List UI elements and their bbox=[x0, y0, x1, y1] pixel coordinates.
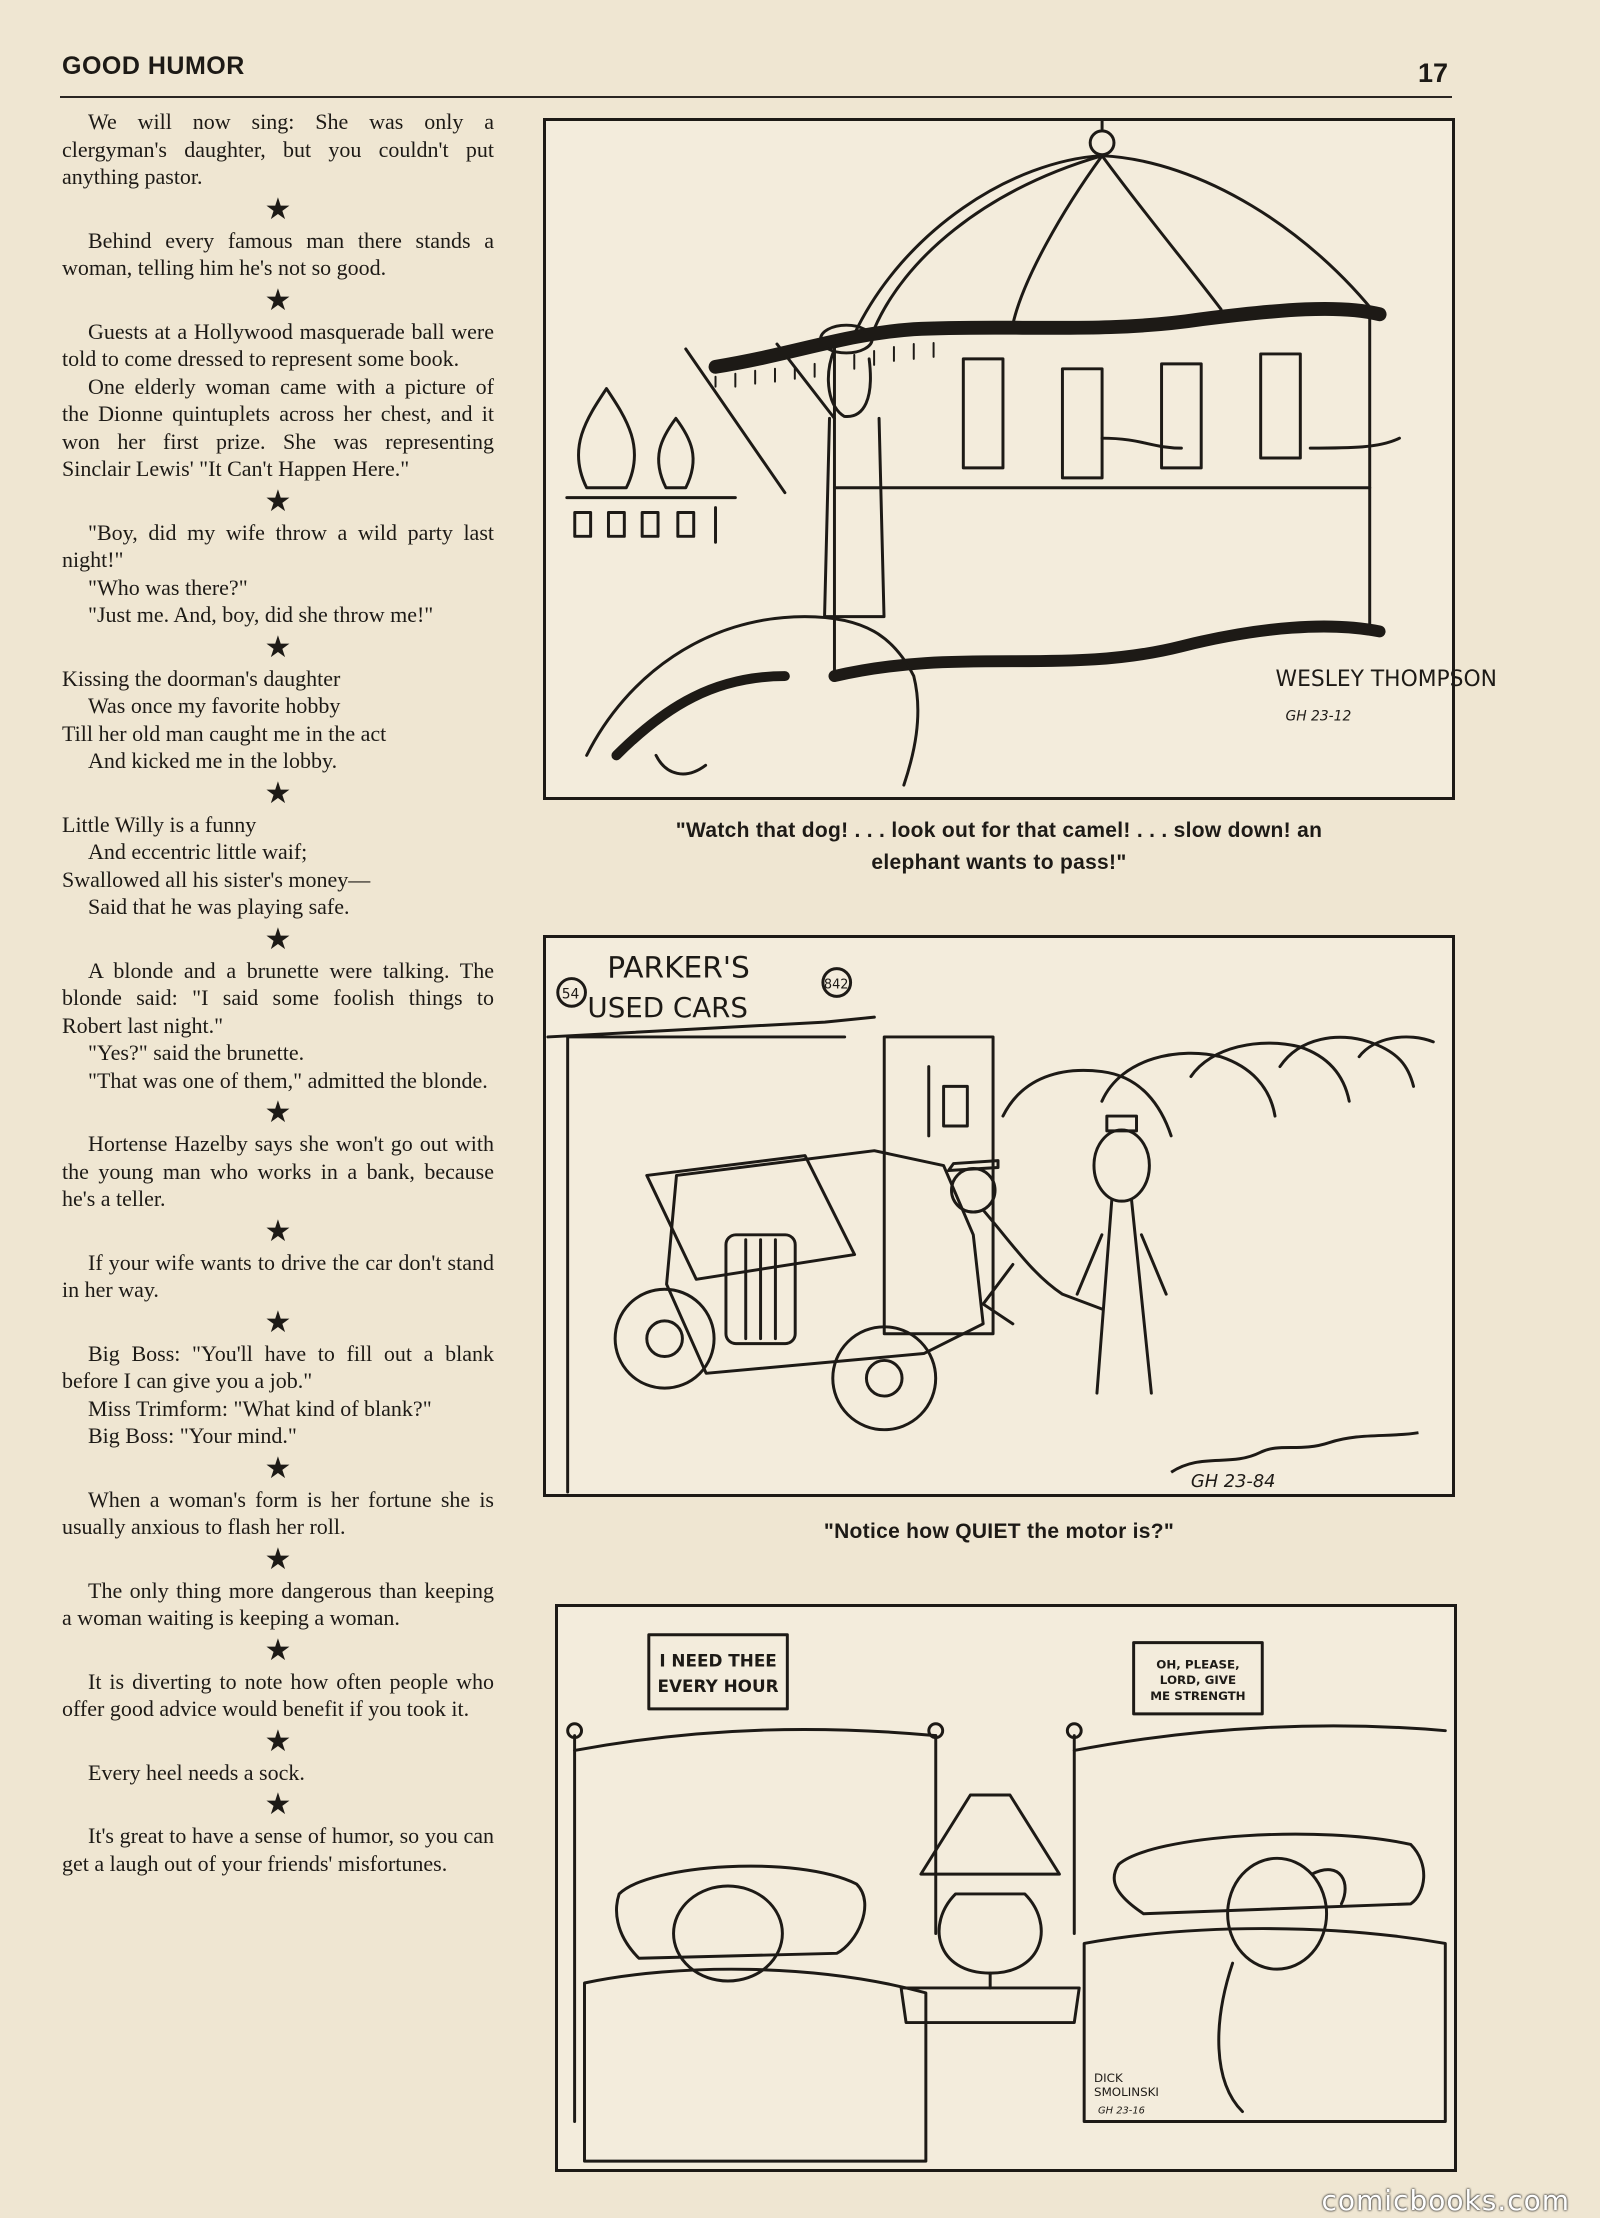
verse-line: Said that he was playing safe. bbox=[88, 894, 350, 919]
artist-signature bbox=[1171, 1433, 1418, 1473]
plaque-right-text: OH, PLEASE, bbox=[1156, 1657, 1240, 1672]
sleeping-woman-head bbox=[674, 1886, 783, 1981]
joke-text: "Who was there?" bbox=[88, 574, 248, 600]
plaque-right-text: LORD, GIVE bbox=[1159, 1673, 1237, 1688]
joke-text: It's great to have a sense of humor, so you can get a laugh out of your friends' misfortunes. bbox=[62, 1823, 494, 1876]
rider bbox=[1162, 364, 1202, 468]
joke-text: It is diverting to note how often people who offer good advice would benefit if you took it. bbox=[62, 1668, 494, 1721]
onion-dome bbox=[578, 389, 634, 488]
cartoon-twin-beds-panel bbox=[555, 1604, 1457, 2172]
page-number: 17 bbox=[1417, 58, 1448, 88]
joke-text: A blonde and a brunette were talking. The blonde said: "I said some foolish things to Robert last night." bbox=[62, 957, 494, 1038]
svg-text:WESLEY THOMPSON: WESLEY THOMPSON bbox=[1275, 666, 1497, 692]
cartoon-howdah-drawing bbox=[546, 121, 1497, 797]
header-rule bbox=[60, 96, 1452, 98]
star-separator: ★ bbox=[264, 1305, 292, 1339]
joke-text: "Yes?" said the brunette. bbox=[88, 1040, 305, 1065]
blanket bbox=[585, 1969, 926, 2161]
joke-text: Miss Trimform: "What kind of blank?" bbox=[88, 1395, 432, 1421]
svg-text:GH 23-12: GH 23-12 bbox=[1285, 708, 1352, 725]
joke-text: Hortense Hazelby says she won't go out with the young man who works in a bank, because he's a teller. bbox=[62, 1131, 494, 1211]
verse-line: Little Willy is a funny bbox=[62, 811, 257, 837]
artist-signature: DICK bbox=[1094, 2070, 1123, 2085]
cartoon-used-cars-caption: "Notice how QUIET the motor is?" bbox=[823, 1520, 1175, 1543]
caption-line: elephant wants to pass!" bbox=[871, 851, 1127, 874]
joke-text: Guests at a Hollywood masquerade ball were told to come dressed to represent some book. bbox=[62, 318, 494, 371]
cartoon-used-cars-drawing bbox=[546, 938, 1452, 1494]
watermark: comicbooks.com bbox=[1321, 2184, 1570, 2217]
sign-badge: 842 bbox=[823, 977, 849, 993]
onion-dome bbox=[659, 418, 694, 487]
joke-text: Behind every famous man there stands a woman, telling him he's not so good. bbox=[62, 227, 494, 280]
verse-line: Swallowed all his sister's money— bbox=[62, 866, 371, 892]
star-separator: ★ bbox=[264, 1214, 292, 1248]
joke-text: If your wife wants to drive the car don't stand in her way. bbox=[62, 1249, 494, 1302]
star-separator: ★ bbox=[264, 922, 292, 956]
joke-text: "That was one of them," admitted the blonde. bbox=[88, 1067, 488, 1093]
star-separator: ★ bbox=[264, 630, 292, 664]
verse-line: And kicked me in the lobby. bbox=[88, 748, 338, 773]
rider bbox=[1062, 369, 1102, 478]
rider bbox=[963, 359, 1003, 468]
sign-badge: 54 bbox=[561, 986, 580, 1003]
plaque-left bbox=[649, 1635, 788, 1709]
star-separator: ★ bbox=[264, 1788, 292, 1821]
star-separator: ★ bbox=[264, 283, 292, 317]
sign-subtitle: USED CARS bbox=[587, 991, 748, 1025]
lamp-shade bbox=[921, 1795, 1060, 1874]
magazine-title: GOOD HUMOR bbox=[62, 52, 245, 80]
verse-line: And eccentric little waif; bbox=[88, 839, 308, 864]
cartoon-used-cars-panel bbox=[543, 935, 1455, 1497]
joke-text: "Boy, did my wife throw a wild party last night!" bbox=[62, 519, 494, 572]
cartoon-howdah-panel bbox=[543, 118, 1497, 800]
star-separator: ★ bbox=[264, 1633, 292, 1667]
joke-text: Every heel needs a sock. bbox=[88, 1759, 305, 1785]
verse-line: Kissing the doorman's daughter bbox=[62, 665, 341, 691]
joke-text: Big Boss: "You'll have to fill out a blank before I can give you a job." bbox=[62, 1340, 494, 1393]
sign-title: PARKER'S bbox=[607, 949, 750, 985]
verse-line: Till her old man caught me in the act bbox=[62, 720, 387, 746]
elephant-head bbox=[587, 617, 918, 786]
star-separator: ★ bbox=[264, 1451, 292, 1485]
pillow bbox=[1114, 1834, 1424, 1914]
star-separator: ★ bbox=[264, 1724, 292, 1758]
joke-text: One elderly woman came with a picture of the Dionne quintuplets across her chest, and it won her first prize. She was representing Sinclair Lewis' "It Can't Happen Here." bbox=[62, 373, 494, 481]
star-separator: ★ bbox=[264, 1542, 292, 1576]
cartoon-code: GH 23-84 bbox=[1190, 1471, 1276, 1493]
joke-text: The only thing more dangerous than keeping a woman waiting is keeping a woman. bbox=[62, 1577, 494, 1630]
star-separator: ★ bbox=[264, 1096, 292, 1129]
rider bbox=[1261, 354, 1301, 458]
cartoon-howdah-caption bbox=[565, 815, 1433, 879]
star-separator: ★ bbox=[264, 192, 292, 226]
artist-signature: SMOLINSKI bbox=[1094, 2084, 1159, 2099]
cartoon-twin-beds-drawing bbox=[558, 1607, 1454, 2169]
nightstand bbox=[901, 1988, 1079, 2023]
artist-signature bbox=[1276, 667, 1497, 725]
star-separator: ★ bbox=[264, 776, 292, 810]
plaque-left-text: EVERY HOUR bbox=[657, 1676, 779, 1697]
pillow bbox=[617, 1866, 865, 1958]
plaque-left-text: I NEED THEE bbox=[659, 1650, 777, 1671]
joke-text: When a woman's form is her fortune she is usually anxious to flash her roll. bbox=[62, 1486, 494, 1539]
car-wheel bbox=[833, 1327, 936, 1430]
car-wheel bbox=[615, 1289, 714, 1388]
star-separator: ★ bbox=[264, 484, 292, 518]
joke-text: We will now sing: She was only a clergyman's daughter, but you couldn't put anything pastor. bbox=[62, 109, 494, 189]
cartoon-code: GH 23-16 bbox=[1098, 2105, 1145, 2117]
caption-line: "Watch that dog! . . . look out for that camel! . . . slow down! an bbox=[675, 819, 1323, 842]
joke-text: Big Boss: "Your mind." bbox=[88, 1423, 297, 1448]
verse-line: Was once my favorite hobby bbox=[88, 693, 341, 718]
joke-text: "Just me. And, boy, did she throw me!" bbox=[88, 602, 434, 627]
plaque-right-text: ME STRENGTH bbox=[1150, 1689, 1246, 1704]
jokes-column bbox=[62, 108, 494, 1877]
